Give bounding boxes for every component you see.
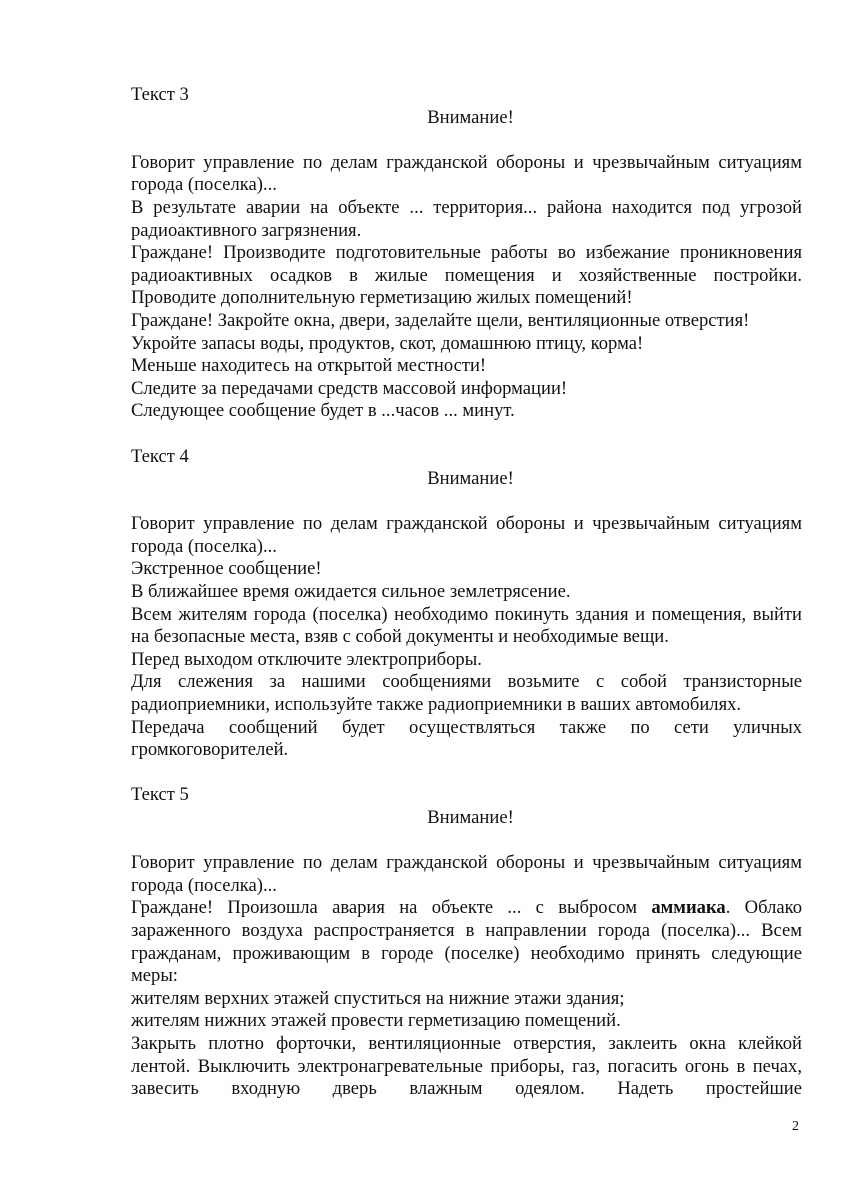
section-label: Текст 3 — [131, 84, 189, 105]
paragraph: Следующее сообщение будет в ...часов ... минут. — [131, 400, 515, 422]
blank-line — [131, 762, 802, 785]
paragraph: Говорит управление по делам гражданской обороны и чрезвычайным ситуациям города (поселка)... — [131, 852, 802, 896]
section-heading: Внимание! — [427, 807, 514, 828]
bold-term: аммиака — [651, 897, 726, 919]
section-label: Текст 5 — [131, 784, 189, 806]
text-run: Граждане! Произошла авария на объекте ... с выбросом — [131, 897, 652, 919]
paragraph: Всем жителям города (поселка) необходимо покинуть здания и помещения, выйти на безопасные места, взяв с собой документы и необходимые вещи. — [131, 603, 802, 648]
paragraph: В результате аварии на объекте ... территория... района находится под угрозой радиоактивного загрязнения. — [131, 196, 802, 241]
ammonia-paragraph — [131, 897, 802, 987]
paragraph: жителям верхних этажей спуститься на нижние этажи здания; — [131, 987, 625, 1009]
paragraph: Передача сообщений будет осуществляться также по сети уличных громкоговорителей. — [131, 716, 802, 761]
paragraph: Меньше находитесь на открытой местности! — [131, 355, 487, 377]
document-page — [131, 84, 802, 1101]
paragraph: Для слежения за нашими сообщениями возьмите с собой транзисторные радиоприемники, используйте также радиоприемники в ваших автомобилях. — [131, 671, 802, 716]
blank-line — [131, 129, 802, 152]
text-run: . Облако зараженного воздуха распространяется в направлении города (поселка)... Всем гражданам, проживающим в городе (поселке) необходимо принять следующие меры: — [131, 897, 802, 987]
paragraph: жителям нижних этажей провести герметизацию помещений. — [131, 1010, 621, 1032]
section-text-5 — [131, 784, 802, 1100]
paragraph: Граждане! Закройте окна, двери, заделайте щели, вентиляционные отверстия! — [131, 309, 750, 331]
paragraph: В ближайшее время ожидается сильное землетрясение. — [131, 581, 571, 603]
blank-line — [131, 423, 802, 446]
paragraph: Следите за передачами средств массовой информации! — [131, 377, 568, 399]
paragraph: Перед выходом отключите электроприборы. — [131, 648, 482, 670]
paragraph: Говорит управление по делам гражданской обороны и чрезвычайным ситуациям города (поселка)... — [131, 151, 802, 196]
section-text-4 — [131, 446, 802, 762]
section-text-3 — [131, 84, 802, 423]
section-heading: Внимание! — [427, 106, 514, 128]
paragraph: Укройте запасы воды, продуктов, скот, домашнюю птицу, корма! — [131, 332, 644, 354]
paragraph: Граждане! Производите подготовительные работы во избежание проникновения радиоактивных осадков в жилые помещения и хозяйственные постройки. Проводите дополнительную герметизацию жилых помещений! — [131, 242, 802, 309]
blank-line — [131, 830, 802, 853]
paragraph: Экстренное сообщение! — [131, 558, 322, 580]
blank-line — [131, 491, 802, 514]
section-label: Текст 4 — [131, 445, 189, 467]
page-number: 2 — [792, 1119, 799, 1134]
section-heading: Внимание! — [427, 468, 514, 490]
paragraph: Говорит управление по делам гражданской обороны и чрезвычайным ситуациям города (поселка)... — [131, 513, 802, 557]
paragraph: Закрыть плотно форточки, вентиляционные отверстия, заклеить окна клейкой лентой. Выключить электронагревательные приборы, газ, погасить огонь в печах, завесить входную дверь влажным одеялом. Надеть простейшие — [131, 1032, 802, 1100]
